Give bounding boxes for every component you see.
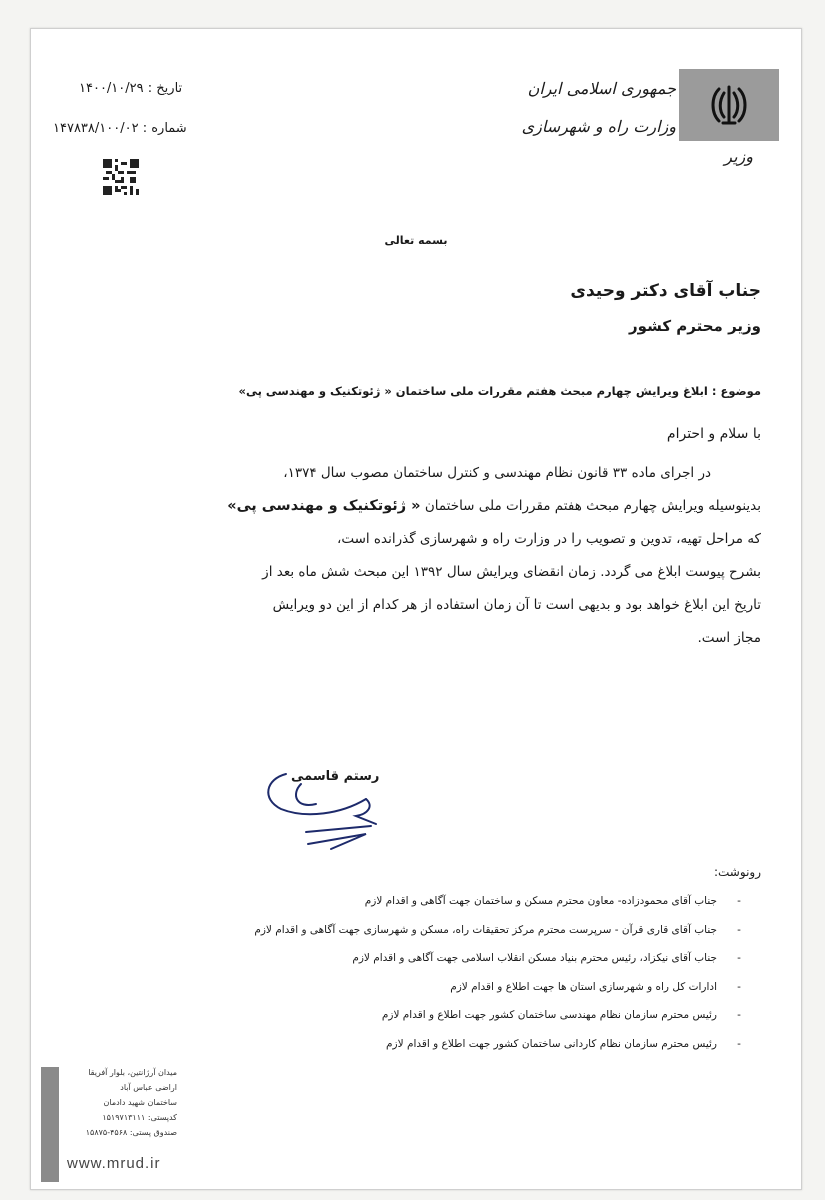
qr-code-icon: [103, 159, 139, 195]
iran-emblem-icon: [707, 81, 751, 129]
subject-line: موضوع : ابلاغ ویرایش چهارم مبحث هفتم مقررات ملی ساختمان « ژئوتکنیک و مهندسی پی»: [238, 384, 761, 398]
basmala: بسمه تعالی: [384, 234, 448, 247]
number-value: ۱۴۷۸۳۸/۱۰۰/۰۲: [53, 121, 139, 136]
body-line: بشرح پیوست ابلاغ می گردد. زمان انقضای ویرایش سال ۱۳۹۲ این مبحث شش ماه بعد از: [262, 564, 761, 580]
cc-title: رونوشت:: [713, 865, 761, 879]
recipient-title: وزیر محترم کشور: [629, 317, 761, 335]
cc-item: -جناب آقای محمودزاده- معاون محترم مسکن و ساختمان جهت آگاهی و اقدام لازم: [364, 895, 741, 907]
emblem-panel: [679, 69, 779, 141]
body-line: تاریخ این ابلاغ خواهد بود و بدیهی است تا آن زمان استفاده از هر کدام از این دو ویرایش: [272, 597, 761, 613]
footer-address: میدان آرژانتین، بلوار آفریقا اراضی عباس آباد ساختمان شهید دادمان کدپستی: ۱۵۱۹۷۱۳۱۱۱ صندوق پستی: ۴۵۶۸-۱۵۸۷۵: [85, 1068, 177, 1137]
date-label: تاریخ :: [147, 81, 183, 96]
ministry-country: جمهوری اسلامی ایران: [527, 79, 676, 98]
body-line: در اجرای ماده ۳۳ قانون نظام مهندسی و کنترل ساختمان مصوب سال ۱۳۷۴،: [283, 465, 711, 481]
body-line: مجاز است.: [697, 630, 761, 646]
cc-item: -رئیس محترم سازمان نظام مهندسی ساختمان کشور جهت اطلاع و اقدام لازم: [381, 1009, 741, 1021]
recipient-name: جناب آقای دکتر وحیدی: [570, 281, 761, 301]
cc-item: -رئیس محترم سازمان نظام کاردانی ساختمان کشور جهت اطلاع و اقدام لازم: [386, 1037, 741, 1050]
cc-item: -جناب آقای نیکزاد، رئیس محترم بنیاد مسکن انقلاب اسلامی جهت آگاهی و اقدام لازم: [352, 952, 741, 964]
cc-item: -جناب آقای قاری قرآن - سرپرست محترم مرکز تحقیقات راه، مسکن و شهرسازی جهت آگاهی و اقدام لازم: [254, 923, 741, 936]
date-value: ۱۴۰۰/۱۰/۲۹: [79, 81, 144, 96]
ministry-name: وزارت راه و شهرسازی: [521, 117, 676, 136]
cc-list: [254, 887, 761, 1058]
greeting: با سلام و احترام: [666, 426, 761, 442]
body-line: [101, 490, 761, 523]
cc-item: -ادارات کل راه و شهرسازی استان ها جهت اطلاع و اقدام لازم: [450, 980, 741, 993]
body-bold-title: « ژئوتکنیک و مهندسی پی»: [227, 498, 421, 514]
footer-website[interactable]: www.mrud.ir: [67, 1155, 161, 1172]
date-field: [79, 81, 182, 96]
office-title: وزیر: [724, 147, 753, 166]
footer-bar: [41, 1067, 59, 1182]
letter-page: [30, 28, 802, 1190]
letter-body: [101, 457, 761, 655]
number-field: [53, 121, 187, 136]
number-label: شماره :: [142, 121, 187, 136]
body-text: بدینوسیله ویرایش چهارم مبحث هفتم مقررات ملی ساختمان: [424, 498, 761, 514]
body-line: که مراحل تهیه، تدوین و تصویب را در وزارت راه و شهرسازی گذرانده است،: [336, 531, 761, 547]
signatory-name: رستم قاسمی: [291, 769, 380, 784]
